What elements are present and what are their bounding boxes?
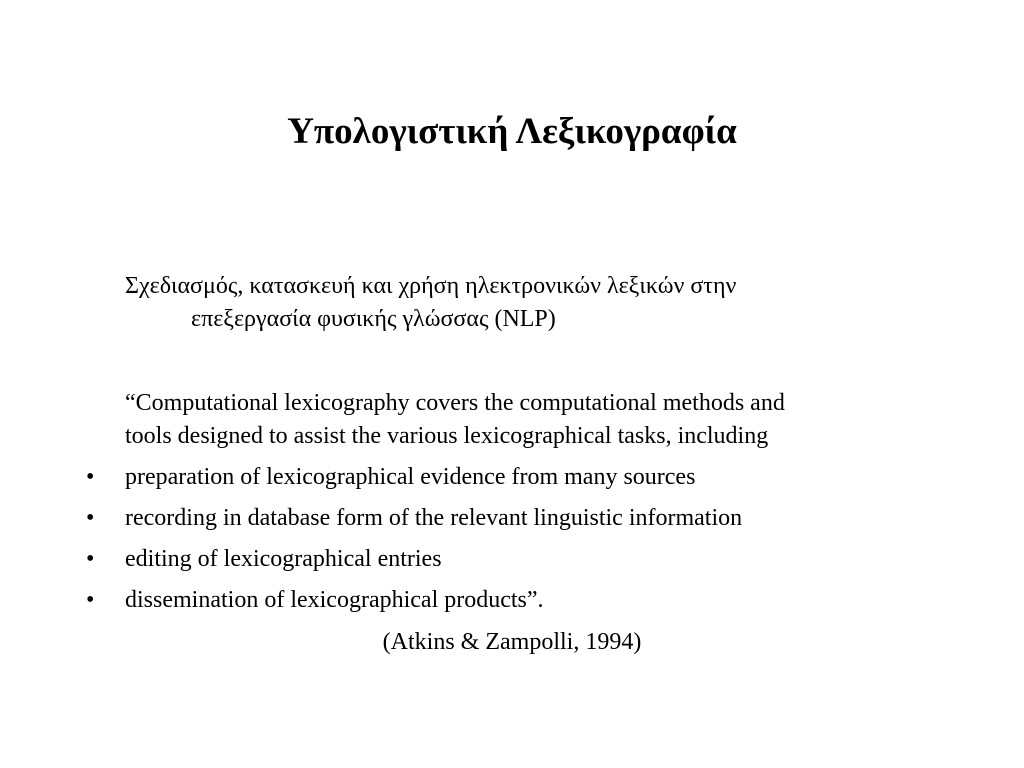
list-item [86, 584, 946, 625]
definition-paragraph [125, 270, 925, 336]
list-item [86, 461, 946, 502]
list-item-text: recording in database form of the relevant linguistic information [125, 505, 743, 531]
list-item-text: editing of lexicographical entries [125, 546, 442, 572]
definition-line-1: Σχεδιασμός, κατασκευή και χρήση ηλεκτρονικών λεξικών στην [125, 273, 737, 299]
list-item [86, 502, 946, 543]
list-item [86, 543, 946, 584]
bullet-icon: • [86, 505, 95, 531]
bullet-icon: • [86, 587, 95, 613]
bullet-list [86, 461, 946, 625]
bullet-icon: • [86, 546, 95, 572]
list-item-text: dissemination of lexicographical products”. [125, 587, 544, 613]
list-item-text: preparation of lexicographical evidence from many sources [125, 464, 696, 490]
definition-line-2: επεξεργασία φυσικής γλώσσας (NLP) [191, 306, 556, 332]
slide-title: Υπολογιστική Λεξικογραφία [287, 111, 737, 152]
citation: (Atkins & Zampolli, 1994) [382, 629, 642, 655]
quote-paragraph [125, 387, 925, 453]
quote-line-2: tools designed to assist the various lexicographical tasks, including [125, 423, 769, 449]
bullet-icon: • [86, 464, 95, 490]
quote-line-1: “Computational lexicography covers the computational methods and [125, 390, 785, 416]
